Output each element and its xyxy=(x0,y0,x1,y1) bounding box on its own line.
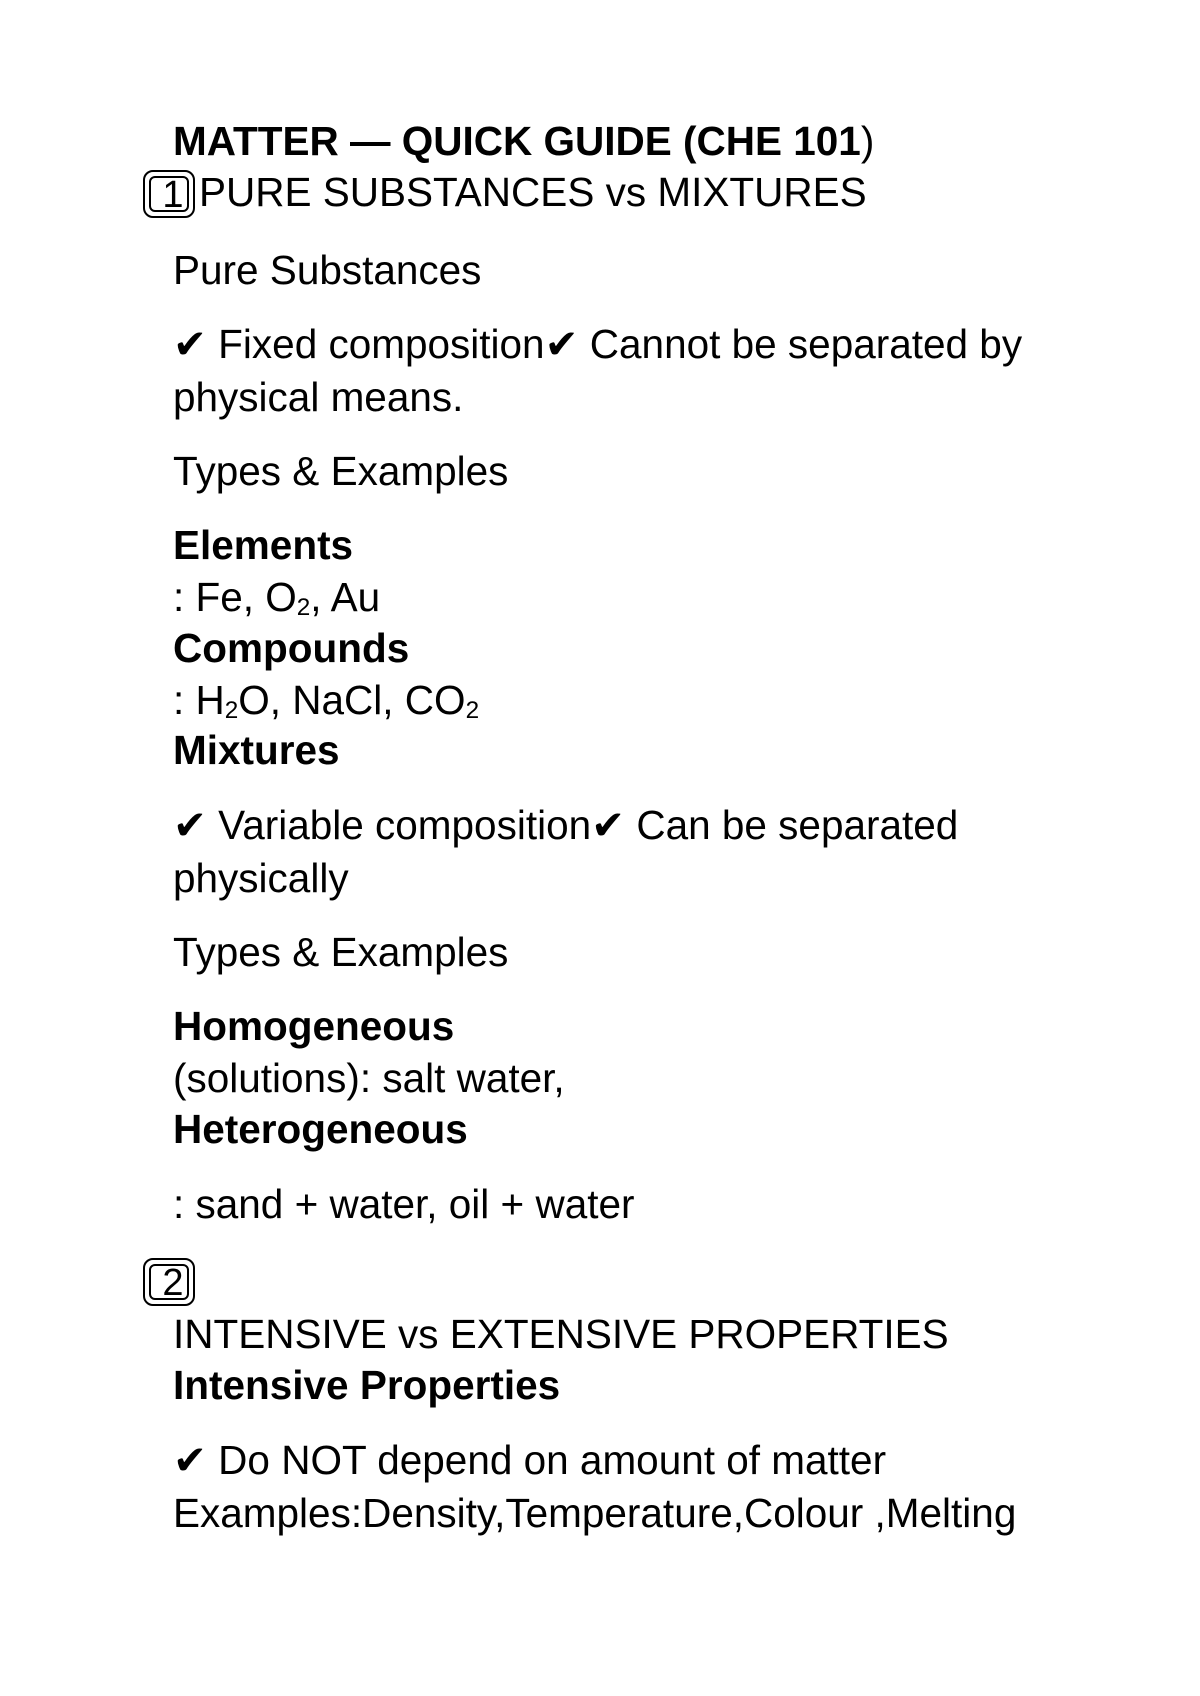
compounds-examples-text: : H xyxy=(173,677,225,723)
mixtures-properties-line-2: physically xyxy=(173,855,349,901)
section-1-number: 1 xyxy=(162,174,184,216)
section-2-heading: INTENSIVE vs EXTENSIVE PROPERTIES xyxy=(173,1311,949,1357)
elements-examples-text: : Fe, O xyxy=(173,574,297,620)
pure-types-label: Types & Examples xyxy=(173,448,509,494)
elements-examples-subscript: 2 xyxy=(296,593,311,621)
heterogeneous-label: Heterogeneous xyxy=(173,1106,468,1152)
mixtures-types-label: Types & Examples xyxy=(173,929,509,975)
pure-properties-line-2: physical means. xyxy=(173,374,464,420)
elements-label: Elements xyxy=(173,522,354,568)
heterogeneous-examples: : sand + water, oil + water xyxy=(173,1181,635,1227)
elements-examples-tail: , Au xyxy=(310,574,381,620)
intensive-properties-label: Intensive Properties xyxy=(173,1362,561,1408)
keycap-2-icon xyxy=(143,1258,195,1306)
compounds-examples xyxy=(173,676,479,731)
homogeneous-label: Homogeneous xyxy=(173,1003,455,1049)
intensive-properties-line-1: ✔ Do NOT depend on amount of matter xyxy=(173,1437,887,1483)
pure-properties-line-1: ✔ Fixed composition✔ Cannot be separated by xyxy=(173,321,1023,367)
section-2-number: 2 xyxy=(162,1262,184,1304)
pure-substances-label: Pure Substances xyxy=(173,247,482,293)
mixtures-label: Mixtures xyxy=(173,727,340,773)
compounds-examples-middle: O, NaCl, CO xyxy=(238,677,466,723)
mixtures-properties-line-1: ✔ Variable composition✔ Can be separated xyxy=(173,802,959,848)
document-title xyxy=(173,117,874,165)
elements-examples xyxy=(173,573,380,628)
compounds-examples-subscript-2: 2 xyxy=(465,696,480,724)
section-1-heading: PURE SUBSTANCES vs MIXTURES xyxy=(199,169,867,215)
intensive-examples: Examples:Density,Temperature,Colour ,Melting xyxy=(173,1490,1017,1536)
homogeneous-examples: (solutions): salt water, xyxy=(173,1055,565,1101)
compounds-examples-subscript-1: 2 xyxy=(224,696,239,724)
keycap-1-icon xyxy=(143,170,195,218)
document-title-paren: ) xyxy=(860,118,875,164)
compounds-label: Compounds xyxy=(173,625,410,671)
document-title-text: MATTER — QUICK GUIDE (CHE 101 xyxy=(173,118,861,164)
